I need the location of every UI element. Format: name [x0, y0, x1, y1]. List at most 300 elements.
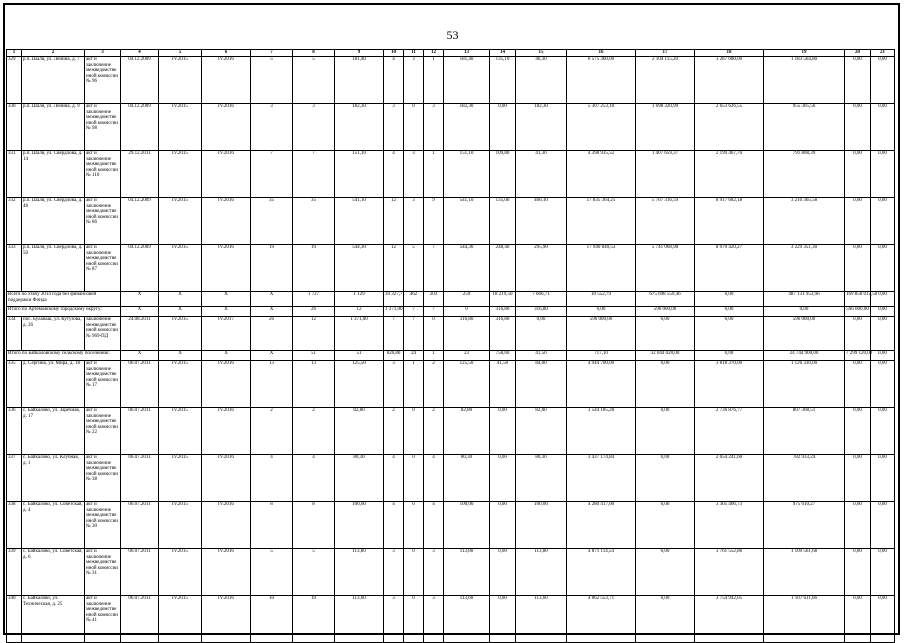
table-row: [7, 317, 895, 351]
table-cell: 0,00: [845, 198, 871, 245]
total-cell: 462: [404, 292, 424, 307]
table-cell: 80,30: [335, 455, 384, 502]
table-row: [7, 245, 895, 292]
table-cell: 82,80: [444, 408, 490, 455]
table-cell: 0,00: [845, 408, 871, 455]
table-cell: 2: [424, 361, 444, 408]
table-cell: IV.2015: [159, 549, 202, 596]
table-cell: 295,90: [516, 245, 567, 292]
total-cell: X: [202, 351, 251, 361]
table-cell: 0,00: [490, 502, 516, 549]
table-cell: IV.2016: [202, 408, 251, 455]
total-label: Итого по Байкаловскому сельскому поселению:: [7, 351, 121, 361]
table-cell: 3 544 185,28: [567, 408, 636, 455]
column-number: 11: [404, 50, 424, 57]
total-cell: 1 727: [293, 292, 335, 307]
table-cell: 8 917 682,18: [695, 198, 764, 245]
table-cell: IV.2016: [202, 104, 251, 151]
table-cell: 113,60: [516, 596, 567, 643]
table-cell: 1 371,00: [335, 317, 384, 351]
total-cell: X: [121, 307, 159, 317]
column-number: 14: [490, 50, 516, 57]
row-number: 338: [7, 502, 22, 549]
table-cell: 5: [293, 57, 335, 104]
table-cell: 0: [404, 104, 424, 151]
table-cell: 3 818 370,00: [695, 361, 764, 408]
table-cell: 4 944 700,00: [567, 361, 636, 408]
table-cell: 4: [424, 502, 444, 549]
table-cell: 125,50: [335, 361, 384, 408]
table-cell: 2: [424, 408, 444, 455]
document-cell: акт и заключение межведомственной комиссии № 96: [85, 57, 121, 104]
table-cell: 1 126 330,00: [764, 361, 845, 408]
table-cell: 5: [404, 245, 424, 292]
table-cell: 1: [424, 151, 444, 198]
table-row: [7, 104, 895, 151]
table-cell: 316,80: [490, 317, 516, 351]
table-cell: IV.2016: [202, 455, 251, 502]
document-cell: акт и заключение межведомственной комиссии № 30: [85, 502, 121, 549]
table-cell: 0,00: [490, 408, 516, 455]
table-cell: 544,30: [335, 245, 384, 292]
total-cell: 0,00: [871, 307, 895, 317]
table-cell: IV.2015: [159, 198, 202, 245]
table-cell: 1 183 564,80: [764, 57, 845, 104]
table-cell: 5 741 068,98: [636, 245, 695, 292]
total-cell: 0,00: [695, 307, 764, 317]
table-cell: 1 107 611,66: [764, 596, 845, 643]
table-cell: 3: [293, 104, 335, 151]
table-cell: 3 229 351,30: [764, 245, 845, 292]
table-cell: 0,00: [636, 502, 695, 549]
table-cell: IV.2016: [202, 361, 251, 408]
table-row: [7, 455, 895, 502]
table-cell: 0,00: [636, 317, 695, 351]
table-cell: 5: [293, 549, 335, 596]
table-cell: 06.07.2011: [121, 502, 159, 549]
table-cell: 0,00: [845, 549, 871, 596]
column-number: 17: [636, 50, 695, 57]
table-cell: 0: [404, 455, 424, 502]
table-cell: 0,00: [871, 104, 895, 151]
document-cell: акт и заключение межведомственной комиссии № 86: [85, 198, 121, 245]
row-number: 339: [7, 549, 22, 596]
table-cell: 182,30: [516, 104, 567, 151]
table-cell: 0,00: [636, 361, 695, 408]
table-cell: 1: [424, 57, 444, 104]
table-cell: 541,10: [444, 198, 490, 245]
table-cell: IV.2015: [159, 245, 202, 292]
table-cell: 406,10: [516, 198, 567, 245]
column-number-row: [7, 50, 895, 57]
table-cell: IV.2015: [159, 361, 202, 408]
table-cell: 807 308,51: [764, 408, 845, 455]
total-cell: 316,80: [516, 307, 567, 317]
table-cell: 06.07.2011: [121, 361, 159, 408]
table-cell: 0,00: [490, 549, 516, 596]
table-cell: 29.12.2011: [121, 151, 159, 198]
total-cell: X: [121, 292, 159, 307]
row-number: 335: [7, 361, 22, 408]
table-cell: 7: [251, 151, 293, 198]
table-cell: 0: [404, 408, 424, 455]
table-cell: IV.2016: [202, 502, 251, 549]
table-cell: 82,80: [335, 408, 384, 455]
total-cell: 675 698 559,46: [636, 292, 695, 307]
table-cell: 0,00: [636, 549, 695, 596]
table-cell: 109,80: [490, 151, 516, 198]
document-cell: акт и заключение межведомственной комиссии № 31: [85, 549, 121, 596]
row-number: 333: [7, 245, 22, 292]
table-cell: 04.12.2009: [121, 245, 159, 292]
table-cell: 5 707 316,59: [636, 198, 695, 245]
table-cell: 3 754 942,05: [695, 596, 764, 643]
table-cell: 46,30: [516, 57, 567, 104]
table-cell: 7: [384, 317, 404, 351]
address-cell: р.п. Шаля, ул. Свердлова, д. 14: [22, 151, 85, 198]
table-cell: 10: [251, 596, 293, 643]
housing-table: [6, 49, 895, 643]
table-cell: 4 398 935,52: [567, 151, 636, 198]
table-cell: 1: [404, 361, 424, 408]
table-cell: 248,40: [490, 245, 516, 292]
table-cell: 113,80: [444, 549, 490, 596]
table-cell: 80,30: [516, 455, 567, 502]
table-cell: 12: [293, 317, 335, 351]
table-cell: 135,00: [490, 198, 516, 245]
table-cell: 0,00: [871, 502, 895, 549]
total-cell: 0,00: [695, 292, 764, 307]
table-cell: 3: [424, 549, 444, 596]
total-cell: 758,60: [490, 351, 516, 361]
column-number: 20: [845, 50, 871, 57]
table-cell: 2 654 241,60: [695, 455, 764, 502]
table-cell: 12: [384, 245, 404, 292]
total-cell: 1 371,00: [384, 307, 404, 317]
total-cell: 39 327,71: [384, 292, 404, 307]
total-cell: X: [202, 292, 251, 307]
table-cell: 41,50: [490, 361, 516, 408]
total-cell: 259: [444, 292, 490, 307]
total-cell: 596 000,00: [636, 307, 695, 317]
table-cell: IV.2015: [159, 151, 202, 198]
total-cell: 10 552,79: [567, 292, 636, 307]
table-cell: IV.2017: [202, 317, 251, 351]
column-number: 15: [516, 50, 567, 57]
table-cell: 04.12.2009: [121, 104, 159, 151]
table-cell: 791 808,39: [764, 151, 845, 198]
table-cell: 9: [424, 198, 444, 245]
address-cell: пос. Буланаш, ул. Кутузова, д. 26: [22, 317, 85, 351]
table-body: [7, 50, 895, 643]
row-number: 332: [7, 198, 22, 245]
table-cell: 596 000,00: [764, 317, 845, 351]
table-cell: 151,10: [335, 151, 384, 198]
table-cell: 4: [384, 502, 404, 549]
table-cell: 0,00: [871, 245, 895, 292]
total-label: Всего по этапу 2014 года без финансовой поддержки Фонда: [7, 292, 121, 307]
table-cell: 13: [293, 361, 335, 408]
total-cell: 23: [444, 351, 490, 361]
total-cell: 826,80: [384, 351, 404, 361]
table-cell: 0,00: [845, 596, 871, 643]
table-cell: 84,00: [516, 361, 567, 408]
table-cell: 782 933,24: [764, 455, 845, 502]
table-cell: 17 835 364,25: [567, 198, 636, 245]
table-cell: IV.2016: [202, 245, 251, 292]
table-cell: 4: [293, 455, 335, 502]
table-cell: 0,00: [490, 596, 516, 643]
table-cell: 151,10: [444, 151, 490, 198]
table-cell: 0,00: [516, 317, 567, 351]
table-cell: 82,80: [516, 408, 567, 455]
table-cell: 5: [251, 57, 293, 104]
total-cell: 24 744 900,00: [764, 351, 845, 361]
row-number: 329: [7, 57, 22, 104]
table-cell: 3 287 680,00: [695, 57, 764, 104]
table-cell: 13: [251, 361, 293, 408]
column-number: 13: [444, 50, 490, 57]
column-number: 16: [567, 50, 636, 57]
total-row: [7, 351, 895, 361]
table-cell: 4: [251, 455, 293, 502]
page-number: 53: [446, 28, 459, 42]
table-cell: 4 871 114,54: [567, 549, 636, 596]
column-number: 21: [871, 50, 895, 57]
table-cell: IV.2015: [159, 408, 202, 455]
row-number: 331: [7, 151, 22, 198]
row-number: 340: [7, 596, 22, 643]
table-cell: 2: [293, 408, 335, 455]
table-cell: 4: [424, 455, 444, 502]
table-cell: 3: [404, 198, 424, 245]
table-cell: 0,00: [845, 502, 871, 549]
column-number: 2: [22, 50, 85, 57]
table-cell: 19: [251, 245, 293, 292]
row-number: 337: [7, 455, 22, 502]
table-row: [7, 596, 895, 643]
total-row: [7, 307, 895, 317]
column-number: 12: [424, 50, 444, 57]
total-cell: X: [121, 351, 159, 361]
table-cell: 8: [251, 502, 293, 549]
table-cell: 04.12.2009: [121, 198, 159, 245]
table-cell: 0,00: [845, 57, 871, 104]
total-cell: 51: [335, 351, 384, 361]
document-cell: акт и заключение межведомственной комиссии № 22: [85, 408, 121, 455]
table-cell: 2 653 626,55: [695, 104, 764, 151]
table-cell: 541,10: [335, 198, 384, 245]
table-cell: IV.2015: [159, 57, 202, 104]
table-cell: 0,00: [845, 245, 871, 292]
total-cell: 0: [444, 307, 490, 317]
table-cell: 181,40: [444, 57, 490, 104]
table-cell: 3: [424, 104, 444, 151]
table-cell: 181,40: [335, 57, 384, 104]
total-cell: X: [159, 307, 202, 317]
total-cell: 18 219,50: [490, 292, 516, 307]
column-number: 9: [335, 50, 384, 57]
table-cell: 3: [384, 549, 404, 596]
table-cell: 0,00: [871, 596, 895, 643]
table-cell: 544,30: [444, 245, 490, 292]
table-cell: 1 109 561,68: [764, 549, 845, 596]
address-cell: р.п. Шаля, ул. Ленина, д. 9: [22, 104, 85, 151]
total-cell: X: [251, 292, 293, 307]
column-number: 19: [764, 50, 845, 57]
table-cell: 2 104 115,20: [636, 57, 695, 104]
table-row: [7, 549, 895, 596]
table-cell: 3: [404, 57, 424, 104]
table-cell: 06.07.2011: [121, 408, 159, 455]
total-cell: 7: [404, 307, 424, 317]
address-cell: с. Байкалово, ул. Техническая, д. 25: [22, 596, 85, 643]
table-cell: 596 000,00: [567, 317, 636, 351]
table-cell: 5 307 253,10: [567, 104, 636, 151]
table-cell: 0,00: [871, 198, 895, 245]
table-cell: 2 736 876,77: [695, 408, 764, 455]
address-cell: р.п. Шаля, ул. Свердлова, д. 50: [22, 245, 85, 292]
table-cell: 100,00: [516, 502, 567, 549]
address-cell: с. Байкалово, ул. Заречная, д. 17: [22, 408, 85, 455]
table-cell: 26: [251, 317, 293, 351]
column-number: 5: [159, 50, 202, 57]
table-cell: IV.2015: [159, 502, 202, 549]
total-cell: 12: [335, 307, 384, 317]
table-cell: 6 575 360,00: [567, 57, 636, 104]
total-cell: 316,80: [490, 307, 516, 317]
total-cell: 717,10: [567, 351, 636, 361]
table-cell: 1 698 320,99: [636, 104, 695, 151]
table-cell: 4: [384, 455, 404, 502]
table-cell: 41,30: [516, 151, 567, 198]
total-row: [7, 292, 895, 307]
table-cell: 0,00: [636, 455, 695, 502]
total-cell: X: [159, 351, 202, 361]
table-cell: 955 305,56: [764, 104, 845, 151]
table-cell: 0,00: [636, 408, 695, 455]
total-cell: 169 858 012,50: [845, 292, 871, 307]
table-cell: 113,80: [335, 549, 384, 596]
table-cell: 0,00: [845, 361, 871, 408]
table-cell: 135,10: [490, 57, 516, 104]
table-cell: 12: [384, 198, 404, 245]
table-cell: 113,80: [516, 549, 567, 596]
table-cell: IV.2016: [202, 596, 251, 643]
table-cell: 0: [424, 317, 444, 351]
total-cell: 51: [293, 351, 335, 361]
table-cell: IV.2015: [159, 455, 202, 502]
table-row: [7, 198, 895, 245]
total-cell: 487 131 953,96: [764, 292, 845, 307]
table-cell: 5: [251, 549, 293, 596]
table-cell: IV.2016: [202, 549, 251, 596]
table-cell: 125,50: [444, 361, 490, 408]
table-cell: 17 940 840,53: [567, 245, 636, 292]
table-cell: 0,00: [845, 104, 871, 151]
row-number: 336: [7, 408, 22, 455]
table-cell: 975 010,27: [764, 502, 845, 549]
document-cell: акт и заключение межведомственной комиссии № 87: [85, 245, 121, 292]
total-cell: 0,00: [567, 307, 636, 317]
address-cell: с. Байкалово, ул. Советская, д. 6: [22, 549, 85, 596]
column-number: 7: [251, 50, 293, 57]
address-cell: р.п. Шаля, ул. Ленина, д. 7: [22, 57, 85, 104]
table-cell: IV.2015: [159, 317, 202, 351]
total-cell: 596 000,00: [845, 307, 871, 317]
document-cell: акт и заключение межведомственной комиссии № 110: [85, 151, 121, 198]
table-cell: 06.07.2011: [121, 549, 159, 596]
table-cell: 0,00: [695, 317, 764, 351]
table-cell: 0: [404, 549, 424, 596]
table-row: [7, 57, 895, 104]
table-cell: 0: [404, 596, 424, 643]
table-row: [7, 502, 895, 549]
table-cell: 4: [384, 57, 404, 104]
table-cell: 3: [424, 596, 444, 643]
table-cell: 2: [384, 408, 404, 455]
table-cell: 316,80: [444, 317, 490, 351]
table-cell: 7: [424, 245, 444, 292]
table-cell: 3 305 406,73: [695, 502, 764, 549]
total-label: Итого по Артемовскому городскому округу:: [7, 307, 121, 317]
address-cell: с. Байкалово, ул. Клубная, д. 1: [22, 455, 85, 502]
table-cell: 100,00: [335, 502, 384, 549]
table-row: [7, 361, 895, 408]
table-cell: 35: [293, 198, 335, 245]
table-cell: 0,00: [871, 317, 895, 351]
row-number: 334: [7, 317, 22, 351]
total-cell: 26: [293, 307, 335, 317]
table-cell: 4 862 553,71: [567, 596, 636, 643]
table-cell: 10: [293, 596, 335, 643]
total-cell: 32 044 020,00: [636, 351, 695, 361]
table-cell: 0: [404, 502, 424, 549]
table-cell: IV.2016: [202, 151, 251, 198]
table-cell: 0,00: [845, 151, 871, 198]
table-cell: 0,00: [845, 455, 871, 502]
table-cell: 3: [384, 104, 404, 151]
row-number: 330: [7, 104, 22, 151]
table-cell: 182,30: [444, 104, 490, 151]
table-cell: IV.2016: [202, 198, 251, 245]
document-cell: акт и заключение межведомственной комиссии № 98: [85, 104, 121, 151]
table-cell: 1 407 659,37: [636, 151, 695, 198]
column-number: 10: [384, 50, 404, 57]
table-cell: 113,60: [444, 596, 490, 643]
total-cell: 7 666,71: [516, 292, 567, 307]
table-cell: 0,00: [871, 57, 895, 104]
table-cell: 7: [293, 151, 335, 198]
table-cell: 06.07.2011: [121, 596, 159, 643]
table-cell: IV.2015: [159, 104, 202, 151]
total-cell: X: [251, 307, 293, 317]
column-number: 3: [85, 50, 121, 57]
table-cell: 0,00: [871, 151, 895, 198]
table-cell: 35: [251, 198, 293, 245]
table-cell: 80,30: [444, 455, 490, 502]
table-cell: 04.12.2009: [121, 57, 159, 104]
total-cell: X: [202, 307, 251, 317]
table-cell: 0,00: [490, 455, 516, 502]
table-cell: 0,00: [871, 455, 895, 502]
table-cell: 19: [293, 245, 335, 292]
total-cell: X: [251, 351, 293, 361]
total-cell: 0,00: [764, 307, 845, 317]
total-cell: 0,00: [695, 351, 764, 361]
table-cell: IV.2015: [159, 596, 202, 643]
table-cell: 8: [293, 502, 335, 549]
